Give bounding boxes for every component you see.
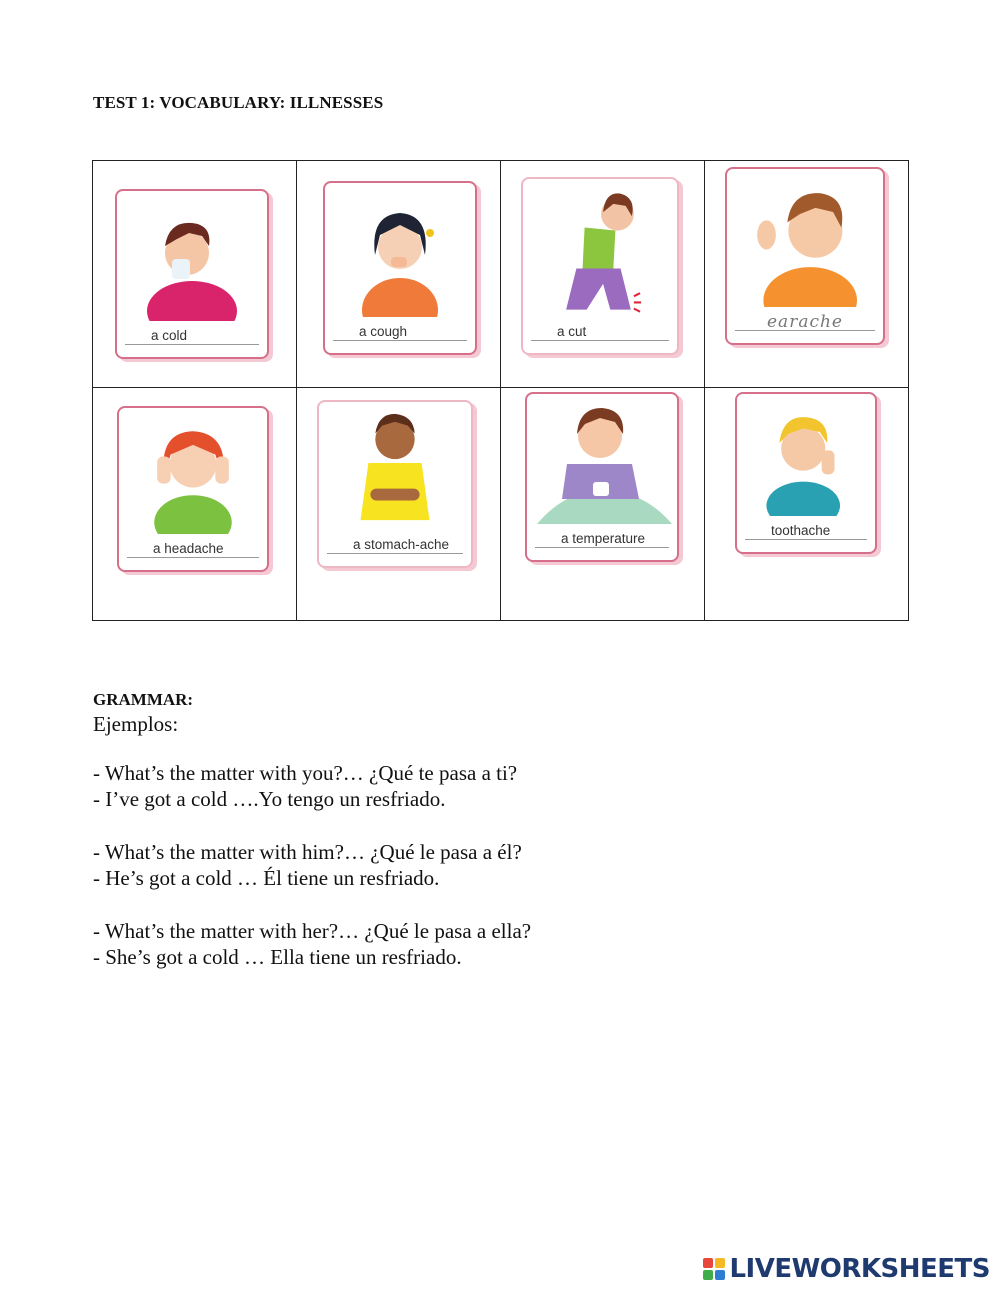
example-line: - I’ve got a cold ….Yo tengo un resfriado. — [93, 787, 446, 811]
example-line: - He’s got a cold … Él tiene un resfriado. — [93, 866, 440, 890]
table-cell — [297, 161, 501, 388]
vocabulary-table — [92, 160, 909, 621]
boy-with-toothache-icon — [737, 394, 875, 516]
vocab-card-headache — [117, 406, 269, 572]
vocab-card-cold — [115, 189, 269, 359]
card-label: a temperature — [535, 531, 669, 548]
vocab-card-cut — [521, 177, 679, 355]
table-cell — [297, 388, 501, 621]
examples-intro: Ejemplos: — [93, 712, 179, 736]
card-label: toothache — [745, 523, 867, 540]
example-line: - What’s the matter with you?… ¿Qué te pasa a ti? — [93, 761, 518, 785]
card-label: a cough — [333, 324, 467, 341]
vocab-card-temperature — [525, 392, 679, 562]
vocab-card-cough — [323, 181, 477, 355]
table-cell — [501, 388, 705, 621]
example-line: - What’s the matter with her?… ¿Qué le pasa a ella? — [93, 919, 532, 943]
table-cell — [705, 161, 909, 388]
card-label: a stomach-ache — [327, 537, 463, 554]
table-cell — [93, 161, 297, 388]
boy-with-cold-icon — [117, 191, 267, 321]
card-label: a cut — [531, 324, 669, 341]
card-label: earache — [735, 314, 875, 331]
girl-with-headache-icon — [119, 408, 267, 534]
example-line: - What’s the matter with him?… ¿Qué le pasa a él? — [93, 840, 522, 864]
logo-blocks-icon — [703, 1258, 725, 1280]
card-label: a headache — [127, 541, 259, 558]
table-cell — [705, 388, 909, 621]
example-line: - She’s got a cold … Ella tiene un resfriado. — [93, 945, 462, 969]
girl-coughing-icon — [325, 183, 475, 317]
boy-with-earache-icon — [727, 169, 883, 307]
table-cell — [93, 388, 297, 621]
card-label: a cold — [125, 328, 259, 345]
table-cell — [501, 161, 705, 388]
liveworksheets-logo — [703, 1254, 990, 1284]
page-title: TEST 1: VOCABULARY: ILLNESSES — [93, 93, 384, 112]
vocab-card-earache — [725, 167, 885, 345]
vocab-card-stomach-ache — [317, 400, 473, 568]
boy-with-stomach-ache-icon — [319, 402, 471, 530]
boy-with-temperature-icon — [527, 394, 677, 524]
vocab-card-toothache — [735, 392, 877, 554]
girl-with-cut-icon — [523, 179, 677, 317]
grammar-heading: GRAMMAR: — [93, 690, 194, 709]
logo-wordmark: LIVEWORKSHEETS — [729, 1254, 990, 1284]
